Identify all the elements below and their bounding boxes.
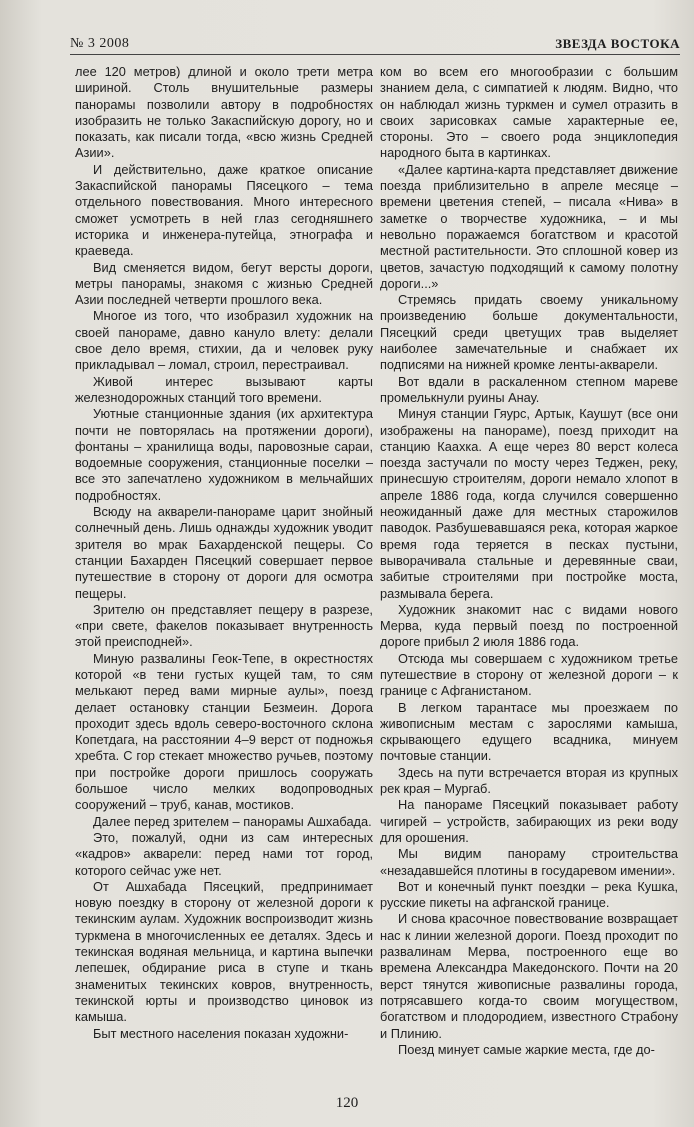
page-number: 120 [335, 1095, 359, 1111]
paragraph: От Ашхабада Пясецкий, предпринимает новую поездку в сторону от железной дороги к текинским аулам. Художник воспроизводит жизнь туркмена в многочисленных ее деталях. Здесь и текинская водяная мельница, и картина выпечки лепешек, обдирание риса в ступе и ткань знаменитых текинских ковров, внутренность, текинской юрты и производство циновок из камыша. [75, 878, 373, 1025]
paragraph: Всюду на акварели-панораме царит знойный солнечный день. Лишь однажды художник уводит зрителя во мрак Бахарденской пещеры. Со станции Бахарден Пясецкий совершает первое путешествие в сторону от дороги для осмотра пещеры. [75, 504, 373, 601]
paragraph: Это, пожалуй, одни из сам интересных «кадров» акварели: перед нами тот город, которого сейчас уже нет. [75, 829, 373, 878]
paragraph: Минуя станции Гяурс, Артык, Каушут (все они изображены на панораме), поезд приходит на станцию Каахка. А еще через 80 верст колеса поезда застучали по мосту через Теджен, реку, принесшую строителям, дороги немало хлопот в апреле 1886 года, когда случился совершенно неожиданный даже для местных старожилов паводок. Разбушевавшаяся река, которая жаркое время года теряется в песках пустыни, выворачивала стальные и деревянные сваи, забитые строителями при постройке моста, размывала берега. [380, 406, 678, 601]
paragraph: Здесь на пути встречается вторая из крупных рек края – Мургаб. [380, 764, 678, 797]
paragraph: Быт местного населения показан художни- [93, 1025, 349, 1041]
paragraph: Зрителю он представляет пещеру в разрезе, «при свете, факелов показывает внутренность этой преисподней». [75, 601, 373, 650]
paragraph: Миную развалины Геок-Тепе, в окрестностях которой «в тени густых кущей там, то сям мелькают перед вами мирные аулы», поезд делает остановку станции Безмеин. Дорога проходит здесь вдоль северо-восточного склона Копетдага, на расстоянии 4–9 верст от подножья хребта. С гор стекает множество ручьев, поэтому при постройке дороги пришлось сооружать большое число мелких водопроводных сооружений – труб, канав, мостиков. [75, 650, 373, 813]
paragraph: Вот и конечный пункт поездки – река Кушка, русские пикеты на афганской границе. [380, 878, 678, 911]
paragraph: ком во всем его многообразии с большим знанием дела, с симпатией к людям. Видно, что он наблюдал жизнь туркмен и сумел отразить в своих зарисовках самые характерные ее, стороны. Это – своего рода энциклопедия народного быта в картинках. [380, 64, 678, 161]
issue-number: № 3 2008 [70, 36, 130, 51]
running-header [70, 32, 680, 55]
paragraph: Стремясь придать своему уникальному произведению больше документальности, Пясецкий среди цветущих трав выделяет наиболее замечательные и снабжает их подписями на нижней кромке ленты-акварели. [380, 292, 678, 373]
paragraph: Поезд минует самые жаркие места, где до- [398, 1041, 655, 1057]
left-text-column [75, 64, 373, 1042]
paragraph: лее 120 метров) длиной и около трети метра шириной. Столь внушительные размеры панорамы позволили автору в подробностях изобразить не только Закаспийскую дорогу, но и показать, как писали тогда, «всю жизнь Средней Азии». [75, 64, 373, 161]
journal-title: ЗВЕЗДА ВОСТОКА [555, 36, 680, 51]
paragraph: Многое из того, что изобразил художник на своей панораме, давно кануло влету: делали свое дело время, стихии, да и человек руку прикладывал – ломал, строил, перестраивал. [75, 308, 373, 373]
paragraph: Далее перед зрителем – панорамы Ашхабада. [93, 813, 372, 829]
right-text-column [380, 64, 678, 1058]
paragraph: Уютные станционные здания (их архитектура почти не повторялась на протяжении дороги), фонтаны – хранилища воды, паровозные сараи, водоемные сооружения, станционные поселки – все это запечатлено художником в мельчайших подробностях. [75, 406, 373, 503]
paragraph: «Далее картина-карта представляет движение поезда приблизительно в апреле месяце – времени цветения степей, – писала «Нива» в заметке о творчестве художника, – и мы невольно поражаемся богатством и красотой местной растительности. Это сплошной ковер из цветов, зачастую подходящий к самому полотну дороги...» [380, 161, 678, 291]
paragraph: Вид сменяется видом, бегут версты дороги, метры панорамы, знакомя с жизнью Средней Азии последней четверти прошлого века. [75, 259, 373, 308]
paragraph: Мы видим панораму строительства «незадавшейся плотины в государевом имении». [380, 846, 678, 878]
paragraph: Отсюда мы совершаем с художником третье путешествие в сторону от железной дороги – к границе с Афганистаном. [380, 650, 678, 699]
paragraph: И снова красочное повествование возвращает нас к линии железной дороги. Поезд проходит по развалинам Мерва, построенного еще во времена Александра Македонского. Почти на 20 верст тянутся живописные развалины города, потрясавшего когда-то своим могуществом, богатством и плодородием, известного Страбону и Плинию. [380, 911, 678, 1041]
paragraph: И действительно, даже краткое описание Закаспийской панорамы Пясецкого – тема отдельного повествования. Много интересного сможет усмотреть в ней глаз сегодняшнего историка и инженера-путейца, этнографа и краеведа. [75, 161, 373, 259]
paragraph: На панораме Пясецкий показывает работу чигирей – устройств, забирающих из реки воду для орошения. [380, 797, 678, 845]
paragraph: Живой интерес вызывают карты железнодорожных станций того времени. [75, 373, 373, 405]
paragraph: Художник знакомит нас с видами нового Мерва, куда первый поезд по построенной дороге прибыл 2 июля 1886 года. [380, 601, 678, 650]
paragraph: В легком тарантасе мы проезжаем по живописным местам с зарослями камыша, скрывающего едущего всадника, минуем почтовые станции. [380, 699, 678, 764]
paragraph: Вот вдали в раскаленном степном мареве промелькнули руины Анау. [380, 373, 678, 405]
